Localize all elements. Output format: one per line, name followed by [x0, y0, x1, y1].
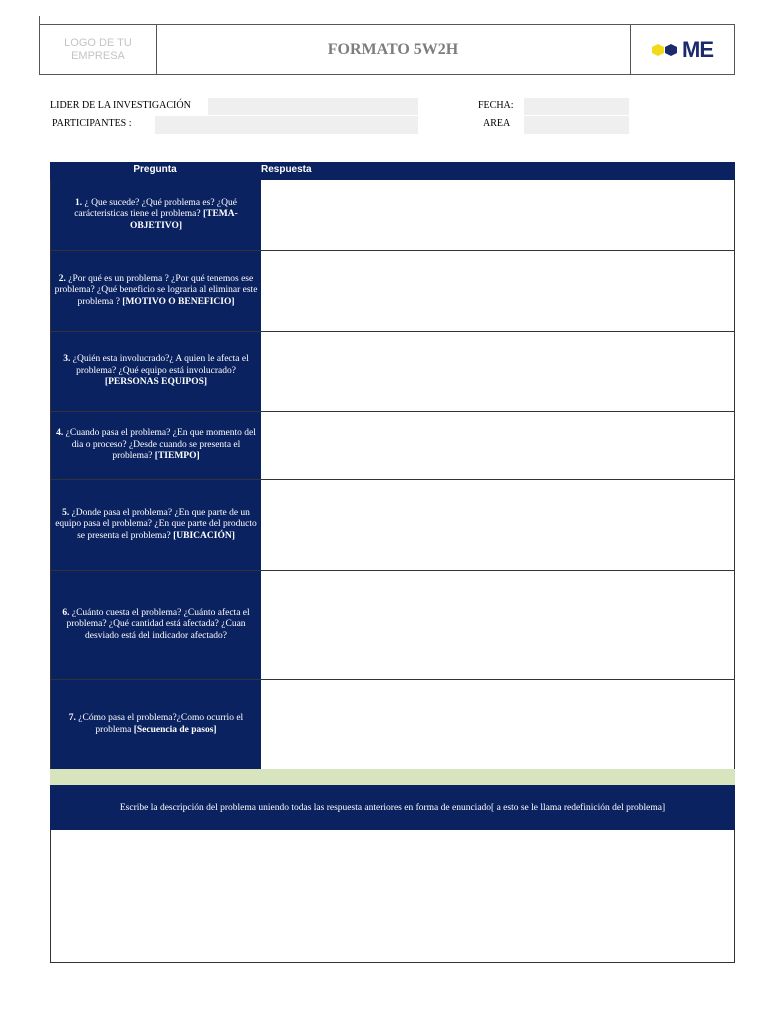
fecha-field[interactable] [524, 98, 629, 115]
question-7: 7. ¿Cómo pasa el problema?¿Como ocurrio el problema [Secuencia de pasos] [51, 680, 261, 769]
answer-1[interactable] [261, 180, 734, 250]
form-title: FORMATO 5W2H [156, 25, 631, 74]
answer-7[interactable] [261, 680, 734, 769]
col-respuesta: Respuesta [261, 164, 312, 175]
table-header [50, 162, 735, 180]
participantes-field[interactable] [155, 116, 418, 134]
lider-label: LIDER DE LA INVESTIGACIÓN [50, 100, 191, 111]
answer-4[interactable] [261, 412, 734, 479]
participantes-label: PARTICIPANTES : [52, 118, 132, 129]
blue-cube-icon [665, 44, 677, 56]
question-row-6 [50, 571, 735, 680]
form-header [39, 24, 735, 75]
yellow-cube-icon [652, 44, 664, 56]
question-row-1 [50, 180, 735, 251]
area-label: AREA [483, 118, 511, 129]
question-3: 3. ¿Quién esta involucrado?¿ A quien le afecta el problema? ¿Qué equipo está involucrado? [PERSONAS EQUIPOS] [51, 332, 261, 411]
fecha-label: FECHA: [478, 100, 514, 111]
question-2: 2. ¿Por qué es un problema ? ¿Por qué tenemos ese problema? ¿Qué beneficio se lograria al eliminar este problema ? [MOTIVO O BENEFICIO] [51, 251, 261, 331]
answer-6[interactable] [261, 571, 734, 679]
question-row-3 [50, 332, 735, 412]
question-6: 6. ¿Cuánto cuesta el problema? ¿Cuánto afecta el problema? ¿Qué cantidad está afectada? ¿Cuan desviado está del indicador afectado? [51, 571, 261, 679]
answer-2[interactable] [261, 251, 734, 331]
description-field[interactable] [50, 830, 735, 963]
answer-3[interactable] [261, 332, 734, 411]
brand-logo [630, 25, 735, 74]
question-4: 4. ¿Cuando pasa el problema? ¿En que momento del dia o proceso? ¿Desde cuando se presenta el problema? [TIEMPO] [51, 412, 261, 479]
brand-text: ME [682, 36, 713, 62]
company-logo-placeholder: LOGO DE TU EMPRESA [40, 25, 157, 74]
question-row-7 [50, 680, 735, 769]
answer-5[interactable] [261, 480, 734, 570]
separator-bar [50, 769, 735, 785]
question-1: 1. ¿ Que sucede? ¿Qué problema es? ¿Qué carácteristicas tiene el problema? [TEMA-OBJETIVO] [51, 180, 261, 250]
area-field[interactable] [524, 116, 629, 134]
lider-field[interactable] [208, 98, 418, 115]
question-5: 5. ¿Donde pasa el problema? ¿En que parte de un equipo pasa el problema? ¿En que parte del producto se presenta el problema? [UBICACIÓN] [51, 480, 261, 570]
question-row-2 [50, 251, 735, 332]
col-pregunta: Pregunta [133, 164, 177, 175]
question-row-5 [50, 480, 735, 571]
description-instruction: Escribe la descripción del problema uniendo todas las respuesta anteriores en forma de enunciado[ a esto se le llama redefinición del problema] [50, 785, 735, 830]
question-row-4 [50, 412, 735, 480]
